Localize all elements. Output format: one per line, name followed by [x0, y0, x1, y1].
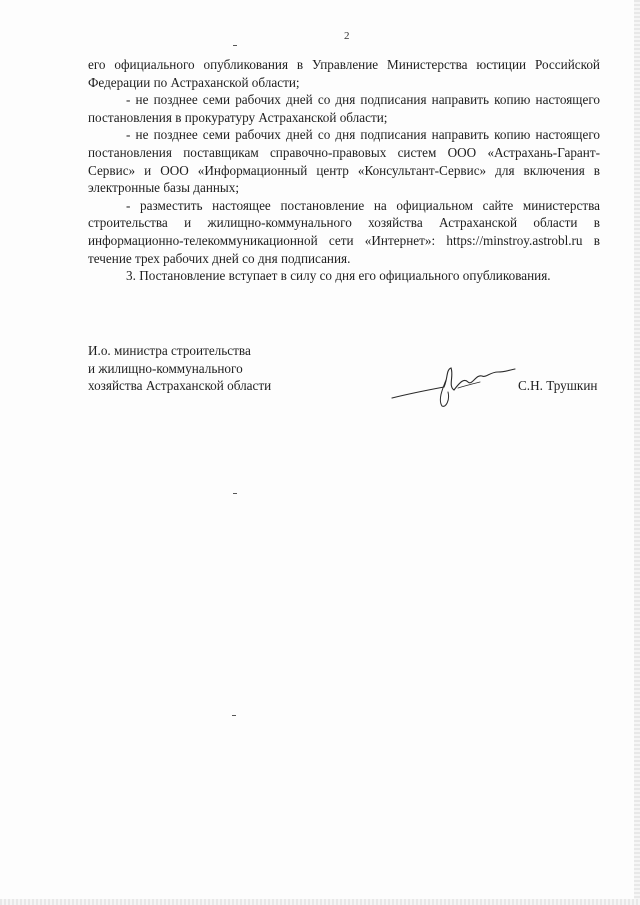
signatory-position-line: И.о. министра строительства [88, 343, 251, 358]
paragraph-publication-continuation: его официального опубликования в Управление Министерства юстиции Российской Федерации по Астраханской области; [88, 57, 600, 90]
scan-edge-bottom [0, 899, 640, 905]
signatory-name: С.Н. Трушкин [518, 378, 598, 393]
paragraph-legal-systems-copy: - не позднее семи рабочих дней со дня подписания направить копию настоящего постановления поставщикам справочно-правовых систем ООО «Астрахань-Гарант-Сервис» и ООО «Информационный центр «Консультант-Сервис» для включения в электронные базы данных; [88, 127, 600, 196]
scan-speck [232, 715, 236, 716]
paragraph-prosecutor-copy: - не позднее семи рабочих дней со дня подписания направить копию настоящего постановления в прокуратуру Астраханской области; [88, 92, 600, 125]
scan-speck [233, 45, 237, 46]
paragraph-effective-date: 3. Постановление вступает в силу со дня его официального опубликования. [126, 268, 551, 284]
scan-speck [233, 493, 237, 494]
handwritten-signature [388, 360, 518, 410]
document-body [88, 56, 600, 285]
page-number: 2 [344, 30, 350, 42]
scan-edge-right [634, 0, 640, 905]
paragraph-website-publication: - разместить настоящее постановление на официальном сайте министерства строительства и жилищно-коммунального хозяйства Астраханской области в информационно-телекоммуникационной сети «Интернет»: https://minstroy.astrobl.ru в течение трех рабочих дней со дня подписания. [88, 197, 600, 266]
signatory-position [88, 342, 328, 395]
signatory-position-line: хозяйства Астраханской области [88, 378, 272, 394]
signatory-position-line: и жилищно-коммунального [88, 360, 243, 376]
